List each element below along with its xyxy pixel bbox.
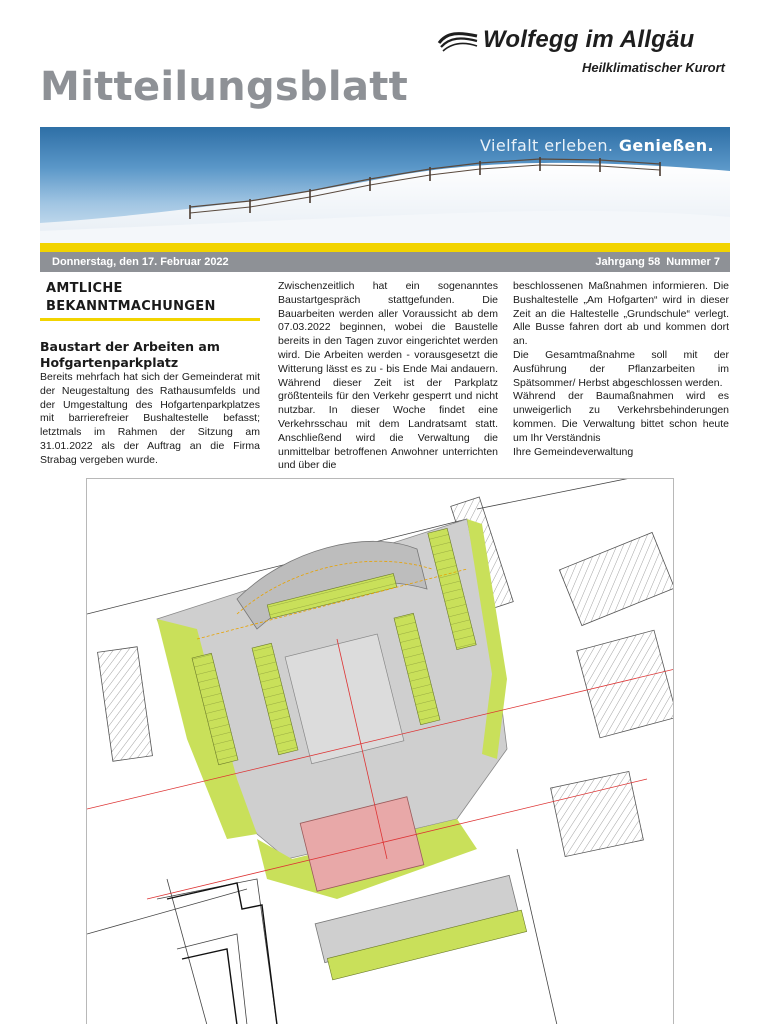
- tagline-light: Vielfalt erleben.: [480, 136, 614, 155]
- section-heading-line1: AMTLICHE: [46, 281, 123, 296]
- logo-name: Wolfegg im Allgäu: [483, 26, 695, 53]
- wave-logo-icon: [437, 28, 479, 54]
- banner-tagline: [480, 136, 714, 155]
- issue-volume: Jahrgang 58: [595, 256, 661, 268]
- banner-image: [40, 127, 730, 243]
- site-plan-drawing: [87, 479, 674, 1024]
- section-heading-line2: BEKANNTMACHUNGEN: [46, 299, 216, 314]
- logo-subtitle: Heilklimatischer Kurort: [581, 60, 725, 75]
- accent-bar: [40, 243, 730, 252]
- tagline-bold: Genießen.: [618, 136, 714, 155]
- issue-date: Donnerstag, den 17. Februar 2022: [52, 256, 229, 268]
- article-paragraph-4: Die Gesamtmaßnahme soll mit der Ausführung der Pflanzarbeiten im Spätsommer/ Herbst abgeschlossen werden.: [513, 348, 729, 389]
- masthead-title: Mitteilungsblatt: [40, 64, 409, 110]
- issue-number: Nummer 7: [666, 256, 720, 268]
- article-paragraph-3: beschlossenen Maßnahmen informieren. Die Bushaltestelle „Am Hofgarten“ wird in dieser Zeit an die Haltestelle „Grundschule“ verlegt. Alle Busse fahren dort ab und kommen dort an.: [513, 280, 729, 348]
- article-paragraph-5: Während der Baumaßnahmen wird es unweigerlich zu Verkehrsbehinderungen kommen. Die Verwaltung bittet schon heute um Ihr Verständnis: [513, 390, 729, 444]
- column-3: [513, 280, 729, 459]
- issue-volume-number: [595, 256, 720, 268]
- site-plan-image: [86, 478, 674, 1024]
- issue-bar: [40, 252, 730, 272]
- article-paragraph-2: Zwischenzeitlich hat ein sogenanntes Baustartgespräch stattgefunden. Die Bauarbeiten werden aller Voraussicht ab dem 07.03.2022 beginnen, wobei die Baustelle bereits in den Tagen zuvor eingerichtet werden wird. Die Arbeiten werden - vorausgesetzt die Witterung lässt es zu - bis Ende Mai andauern. Während dieser Zeit ist der Parkplatz größtenteils für den Verkehr gesperrt und nicht nutzbar. In dieser Woche findet eine Verkehrsschau mit dem Landratsamt statt. Anschließend wird die Verwaltung die unmittelbar betroffenen Anwohner unterrichten und über die: [278, 280, 498, 472]
- article-title: Baustart der Arbeiten am Hofgartenparkplatz: [40, 339, 220, 370]
- article-signature: Ihre Gemeindeverwaltung: [513, 445, 634, 458]
- column-1: [40, 280, 260, 468]
- column-2: [278, 280, 498, 473]
- wolfegg-logo: [437, 26, 727, 76]
- section-heading: [40, 280, 260, 321]
- article-paragraph-1: Bereits mehrfach hat sich der Gemeinderat mit der Neugestaltung des Rathausumfelds und der Umgestaltung des Hofgartenparkplatzes mit barrierefreier Bushaltestelle befasst; letztmals im Rahmen der Sitzung am 31.01.2022 als der Auftrag an die Firma Strabag vergeben wurde.: [40, 371, 260, 466]
